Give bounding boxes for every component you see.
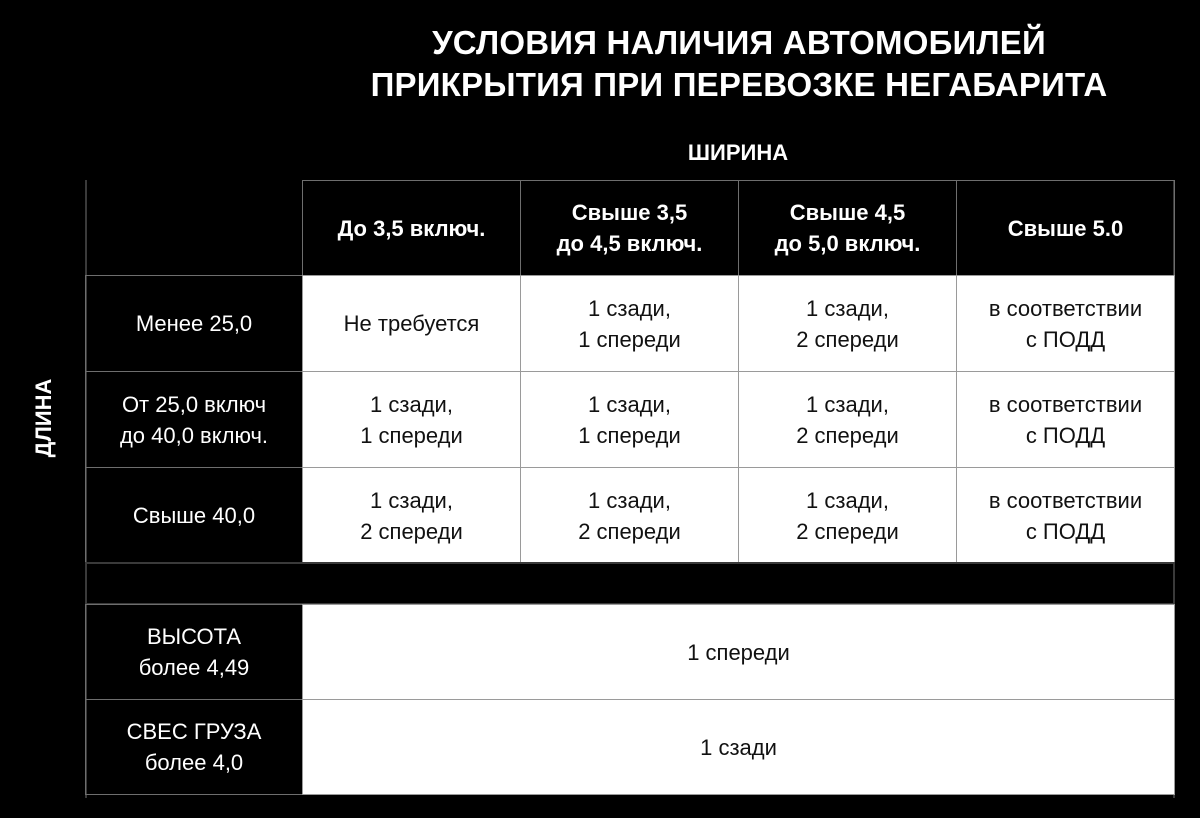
title-line-1: УСЛОВИЯ НАЛИЧИЯ АВТОМОБИЛЕЙ	[432, 24, 1046, 61]
table-cell: 1 сзади, 1 спереди	[520, 371, 739, 468]
table-cell-height: 1 спереди	[302, 604, 1175, 700]
row-header-3: Свыше 40,0	[85, 467, 303, 564]
separator-line	[85, 562, 1175, 564]
table-cell-overhang: 1 сзади	[302, 699, 1175, 795]
table-cell: в соответствии с ПОДД	[956, 467, 1175, 564]
row-header-height: ВЫСОТА более 4,49	[85, 604, 303, 700]
width-axis-label: ШИРИНА	[687, 140, 789, 165]
column-header-4: Свыше 5.0	[956, 180, 1175, 276]
length-axis-label: ДЛИНА	[31, 378, 56, 458]
table-cell: 1 сзади, 2 спереди	[520, 467, 739, 564]
table-cell: в соответствии с ПОДД	[956, 371, 1175, 468]
table-cell: 1 сзади, 2 спереди	[738, 275, 957, 372]
title-line-2: ПРИКРЫТИЯ ПРИ ПЕРЕВОЗКЕ НЕГАБАРИТА	[370, 66, 1108, 103]
row-header-1: Менее 25,0	[85, 275, 303, 372]
table-cell: 1 сзади, 2 спереди	[302, 467, 521, 564]
column-header-1: До 3,5 включ.	[302, 180, 521, 276]
table-cell: 1 сзади, 1 спереди	[520, 275, 739, 372]
table-cell: 1 сзади, 1 спереди	[302, 371, 521, 468]
column-header-2: Свыше 3,5 до 4,5 включ.	[520, 180, 739, 276]
column-header-3: Свыше 4,5 до 5,0 включ.	[738, 180, 957, 276]
table-cell: 1 сзади, 2 спереди	[738, 467, 957, 564]
row-header-2: От 25,0 включ до 40,0 включ.	[85, 371, 303, 468]
table-cell: 1 сзади, 2 спереди	[738, 371, 957, 468]
row-header-overhang: СВЕС ГРУЗА более 4,0	[85, 699, 303, 795]
page-title	[300, 22, 1178, 106]
table-cell: в соответствии с ПОДД	[956, 275, 1175, 372]
table-cell: Не требуется	[302, 275, 521, 372]
